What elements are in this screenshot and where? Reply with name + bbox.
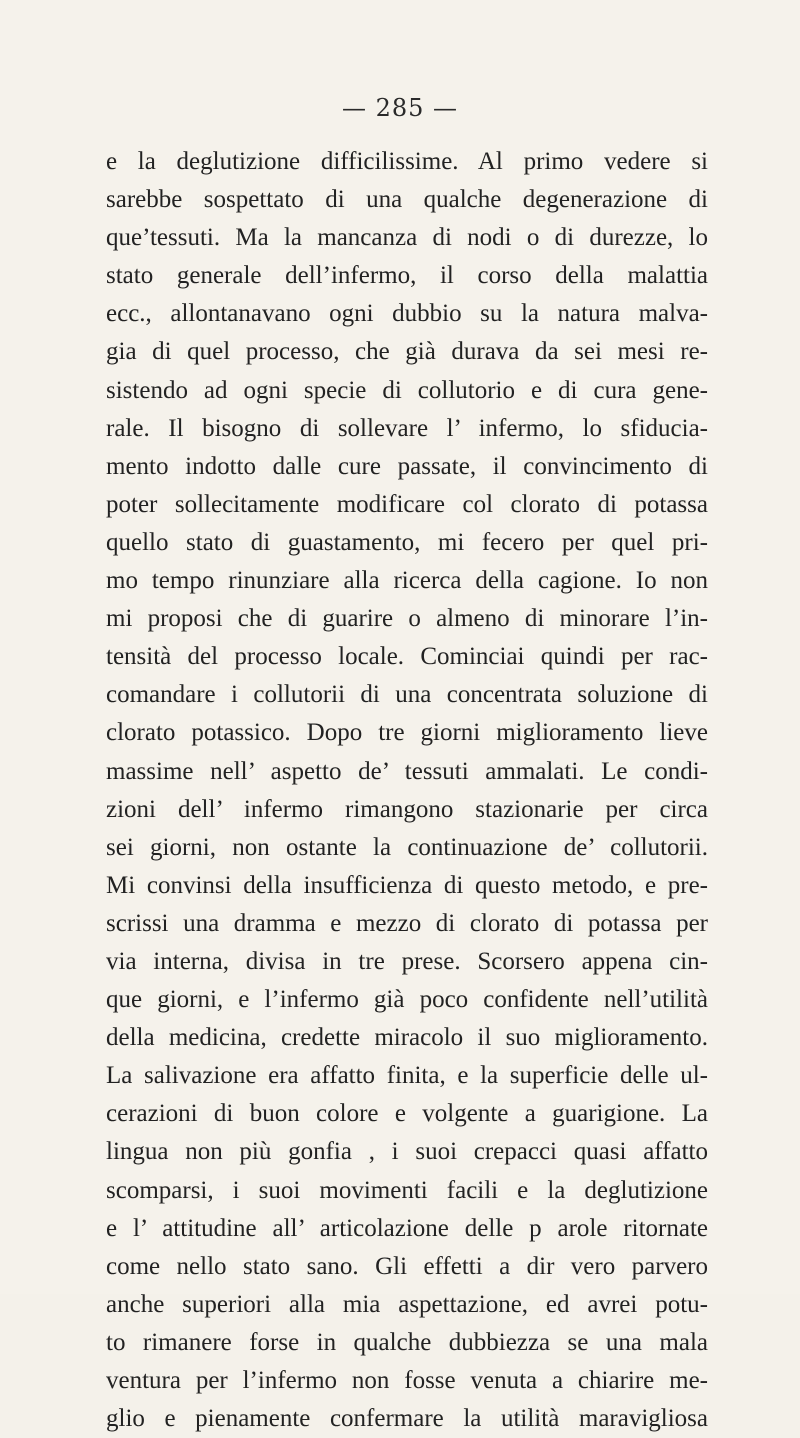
text-line: sarebbe sospettato di una qualche degenerazione di: [106, 186, 708, 214]
text-line: della medicina, credette miracolo il suo miglioramento.: [106, 1024, 708, 1052]
body-text: [106, 143, 708, 1438]
text-line: que giorni, e l’infermo già poco confidente nell’utilità: [106, 986, 708, 1014]
text-line: stato generale dell’infermo, il corso della malattia: [106, 262, 708, 290]
text-line: via interna, divisa in tre prese. Scorsero appena cin-: [106, 947, 708, 975]
text-line: sei giorni, non ostante la continuazione de’ collutorii.: [106, 833, 708, 861]
text-line: Mi convinsi della insufficienza di questo metodo, e pre-: [106, 871, 708, 899]
text-line: poter sollecitamente modificare col clorato di potassa: [106, 490, 708, 518]
text-line: La salivazione era affatto finita, e la superficie delle ul-: [106, 1062, 708, 1090]
text-line: zioni dell’ infermo rimangono stazionarie per circa: [106, 795, 708, 823]
text-line: ecc., allontanavano ogni dubbio su la natura malva-: [106, 300, 708, 328]
text-line: mi proposi che di guarire o almeno di minorare l’in-: [106, 605, 708, 633]
text-line: clorato potassico. Dopo tre giorni miglioramento lieve: [106, 719, 708, 747]
text-line: glio e pienamente confermare la utilità maravigliosa: [106, 1405, 708, 1433]
text-line: scrissi una dramma e mezzo di clorato di potassa per: [106, 909, 708, 937]
text-line: mo tempo rinunziare alla ricerca della cagione. Io non: [106, 567, 708, 595]
text-line: come nello stato sano. Gli effetti a dir vero parvero: [106, 1252, 708, 1280]
text-line: massime nell’ aspetto de’ tessuti ammalati. Le condi-: [106, 757, 708, 785]
text-line: rale. Il bisogno di sollevare l’ infermo, lo sfiducia-: [106, 414, 708, 442]
text-line: quello stato di guastamento, mi fecero per quel pri-: [106, 528, 708, 556]
text-line: scomparsi, i suoi movimenti facili e la deglutizione: [106, 1176, 708, 1204]
text-line: to rimanere forse in qualche dubbiezza se una mala: [106, 1328, 708, 1356]
text-line: e la deglutizione difficilissime. Al primo vedere si: [106, 148, 708, 175]
text-line: ventura per l’infermo non fosse venuta a chiarire me-: [106, 1367, 708, 1394]
text-line: cerazioni di buon colore e volgente a guarigione. La: [106, 1100, 708, 1128]
page-number: — 285 —: [341, 94, 459, 122]
text-line: que’tessuti. Ma la mancanza di nodi o di durezze, lo: [106, 224, 708, 252]
text-line: gia di quel processo, che già durava da sei mesi re-: [106, 338, 708, 366]
text-line: lingua non più gonfia , i suoi crepacci quasi affatto: [106, 1138, 708, 1166]
text-line: e l’ attitudine all’ articolazione delle p arole ritornate: [106, 1214, 708, 1242]
text-line: tensità del processo locale. Cominciai quindi per rac-: [106, 643, 708, 671]
text-line: sistendo ad ogni specie di collutorio e di cura gene-: [106, 376, 708, 404]
text-line: comandare i collutorii di una concentrata soluzione di: [106, 681, 708, 709]
text-line: anche superiori alla mia aspettazione, ed avrei potu-: [106, 1290, 708, 1318]
text-line: mento indotto dalle cure passate, il convincimento di: [106, 452, 708, 480]
